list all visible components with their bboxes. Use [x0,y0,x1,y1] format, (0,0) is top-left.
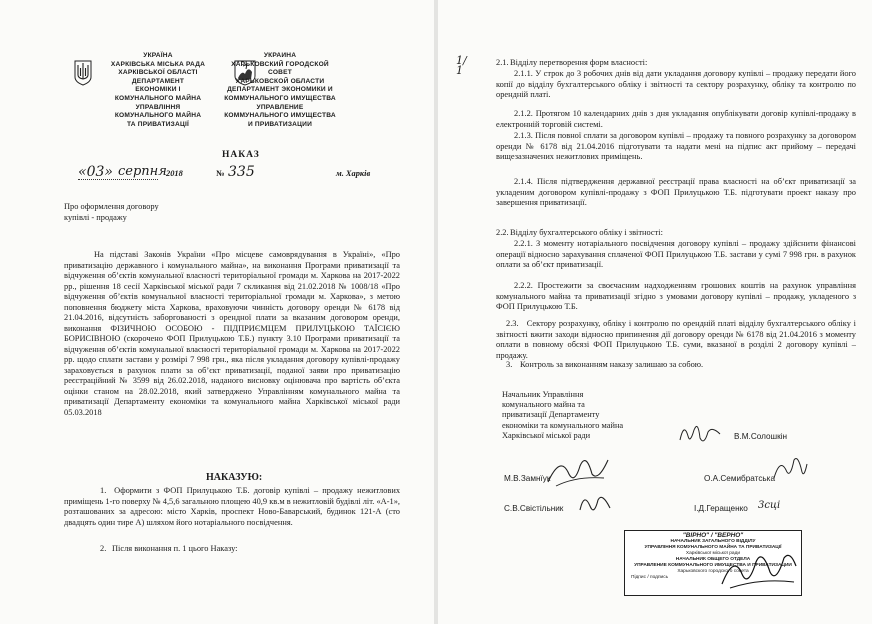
herashchenko-name: І.Д.Геращенко [694,504,748,513]
date-year: 2018 [166,169,183,178]
date-month: серпня [118,164,167,179]
section-2-1-heading: 2.1. Відділу перетворення форм власності: [496,58,648,67]
date-underline [78,179,158,180]
document-title: НАКАЗ [222,150,260,160]
preamble: На підставі Законів України «Про місцеве самоврядування в Україні», «Про приватизацію державного і комунального майна», на виконання Програми приватизації та відчуження об’єктів комунальної власності територіальної громади м. Харкова на 2017-2022 рр., рішення 18 сесії Харківської міської ради 7 скликання від 21.02.2018 № 1008/18 «Про відчуження об’єктів комунальної власності територіальної громади м. Харкова», з метою поповнення бюджету міста Харкова, враховуючи чинність договору оренди № 6178 від 21.04.2016, відсутність заборгованості з орендної плати за вказаним договором оренди, виконання ФІЗИЧНОЮ ОСОБОЮ - ПІДПРИЄМЦЕМ ПРИЛУЦЬКОЮ ТАЇСІЄЮ БОРИСІВНОЮ (скорочено ФОП Прилуцькою Т.Б.) пункту 3.10 Програми приватизації та відчуження об’єктів комунальної власності територіальної громади м. Харкова на 2017-2022 рр. щодо сплати застави у розмірі 7 998 грн., яка після укладання договору купівлі-продажу зараховується в рахунок плати за об’єкт приватизації, поданої заяви про приватизацію реєстраційний № 3599 від 26.02.2018, наданого висновку оцінювача про вартість об’єкта оцінки станом на 28.02.2018, який затверджено Управлінням комунального майна та приватизації Департаменту економіки та комунального майна Харківської міської ради 05.03.2018 [64,250,400,417]
section-2-1-1: 2.1.1. У строк до 3 робочих днів від дати укладання договору купівлі – продажу передати його копії до відділу бухгалтерського обліку і звітності та сектору розрахунку, обліку та контролю по орендній платі. [496,69,856,99]
semybratska-signature-icon [772,452,808,486]
chief-title: Начальник Управління комунального майна та приватизації Департаменту економіки та комунального майна Харківської міської ради [502,390,624,440]
stamp-line-1: "ВІРНО" / "ВЕРНО" [682,532,744,539]
stamp-line-7: Харьковского городского совета [677,569,749,574]
item-2: 2. Після виконання п. 1 цього Наказу: [100,544,238,553]
zamniuk-signature-icon [546,452,610,492]
header-russian: УКРАИНА ХАРЬКОВСКИЙ ГОРОДСКОЙ СОВЕТ ХАРЬКОВСКОЙ ОБЛАСТИ ДЕПАРТАМЕНТ ЭКОНОМИКИ И КОММУНАЛЬНОГО ИМУЩЕСТВА УПРАВЛЕНИЕ КОММУНАЛЬНОГО ИМУЩЕСТВА И ПРИВАТИЗАЦИИ [224,52,336,128]
stamp-signature-icon [720,544,798,594]
section-2-2-heading: 2.2. Відділу бухгалтерського обліку і звітності: [496,228,663,237]
section-3: 3. Контроль за виконанням наказу залишаю за собою. [506,360,704,369]
date-day: «03» [78,164,113,180]
chief-signature-icon [678,418,722,448]
stamp-line-6: УПРАВЛЕНИЕ КОММУНАЛЬНОГО ИМУЩЕСТВА И ПРИВАТИЗАЦИИ [634,563,792,568]
city: м. Харків [336,169,371,178]
section-2-1-4: 2.1.4. Після підтвердження державної реєстрації права власності на об’єкт приватизації за укладеним договором купівлі-продажу з ФОП Прилуцькою Т.Б. підготувати проект наказу про завершення приватизації. [496,177,856,207]
section-2-3: 2.3. Сектору розрахунку, обліку і контролю по орендній платі відділу бухгалтерського обліку і звітності вжити заходи відносно припинення дії договору оренди № 6178 від 21.04.2016 з моменту оплати в повному обсязі ФОП Прилуцькою Т.Б. суми, вказаної в розділі 2 договору купівлі – продажу. [496,319,859,360]
header-ukrainian: УКРАЇНА ХАРКІВСЬКА МІСЬКА РАДА ХАРКІВСЬКОЇ ОБЛАСТІ ДЕПАРТАМЕНТ ЕКОНОМІКИ І КОМУНАЛЬНОГО МАЙНА УПРАВЛІННЯ КОМУНАЛЬНОГО МАЙНА ТА ПРИВАТИЗАЦІЇ [110,52,206,128]
herashchenko-mark: 3сці [758,500,781,511]
ukraine-trident-emblem-icon [74,60,92,86]
stamp-line-8: Підпис / подпись [631,575,669,580]
section-2-1-3: 2.1.3. Після повної сплати за договором купівлі – продажу та повного розрахунку за договором оренди № 6178 від 21.04.2016 підготувати та надати мені на підпис акт прийому – передачі вищезазначених нежитлових приміщень. [496,131,856,161]
page-marks: 1/ 1 [456,54,467,77]
order-subject: Про оформлення договору купівлі - продажу [64,202,159,222]
number-prefix: № [216,169,225,178]
svistilnyk-name: С.В.Свістільник [504,504,564,513]
svistilnyk-signature-icon [578,490,612,518]
semybratska-name: О.А.Семибратська [704,474,775,483]
section-2-2-2: 2.2.2. Простежити за своєчасним надходженням грошових коштів на рахунок управління комунального майна та приватизації згідно з умовами договору купівлі – продажу, укладеного з ФОП Прилуцькою Т.Б. [496,281,856,311]
order-page-2 [438,0,872,624]
order-number: 335 [228,164,255,180]
nakazuyu-heading: НАКАЗУЮ: [206,472,263,483]
stamp-line-4: Харківської міської ради [685,551,741,556]
section-2-1-2: 2.1.2. Протягом 10 календарних днів з дня укладання опублікувати договір купівлі-продажу в електронній торговій системі. [496,109,856,129]
chief-name: В.М.Солошкін [734,432,788,441]
item-1: 1. Оформити з ФОП Прилуцькою Т.Б. договір купівлі – продажу нежитлових приміщень 1-го поверху № 4,5,6 загальною площею 40,9 кв.м в нежитловій будівлі літ. «А-1», розташованих за адресою: місто Харків, проспект Ново-Баварський, будинок 121-А (сто двадцять один тире А) шляхом його нотаріального посвідчення. [64,486,403,527]
order-date-line [78,164,378,184]
stamp-line-2: НАЧАЛЬНИК ЗАГАЛЬНОГО ВІДДІЛУ [670,539,756,544]
order-page-1 [0,0,434,624]
zamniuk-name: М.В.Замнїук [504,474,551,483]
section-2-2-1: 2.2.1. З моменту нотаріального посвідчення договору купівлі – продажу здійснити фінансові операції відносно зарахування сплаченої ФОП Прилуцькою Т.Б. застави у сумі 7 998 грн. в рахунок оплати за об’єкт приватизації. [496,239,856,269]
stamp-line-5: НАЧАЛЬНИК ОБЩЕГО ОТДЕЛА [675,557,751,562]
stamp-line-3: УПРАВЛІННЯ КОМУНАЛЬНОГО МАЙНА ТА ПРИВАТИЗАЦІЇ [644,545,782,550]
